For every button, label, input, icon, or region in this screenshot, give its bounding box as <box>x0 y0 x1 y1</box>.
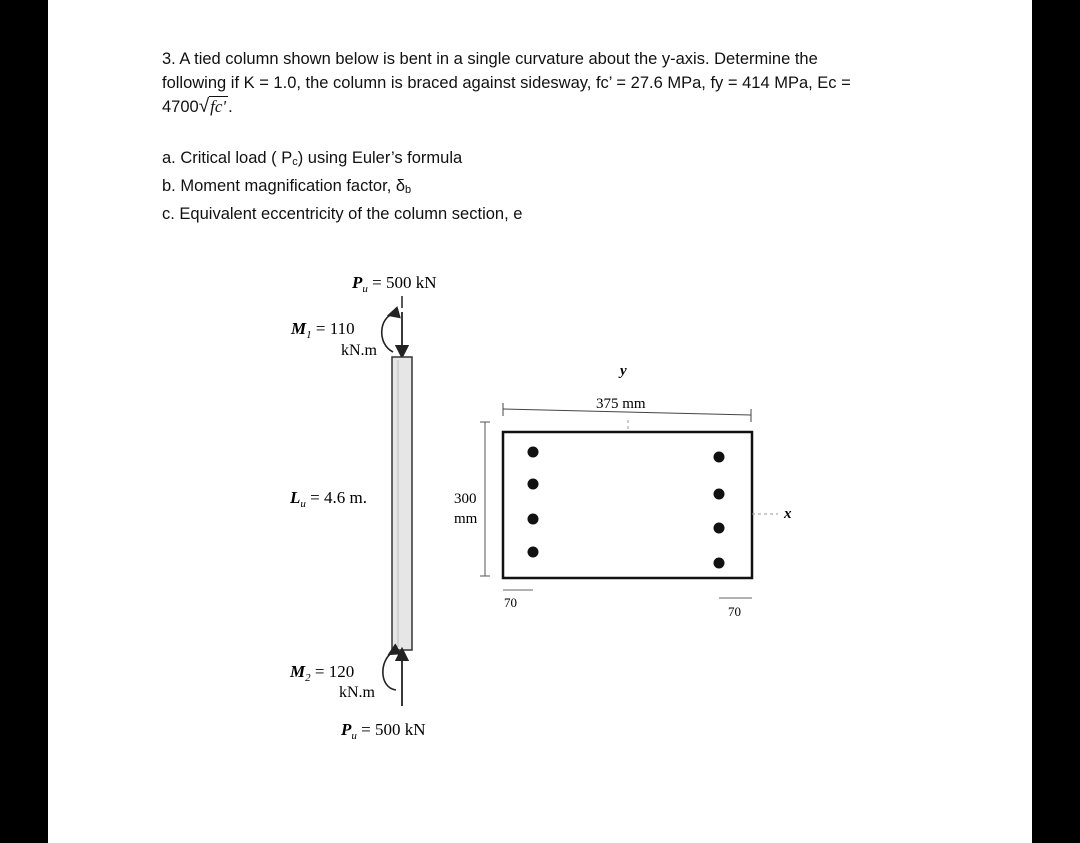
ec-radicand: fc' <box>210 97 227 116</box>
pu-bottom-label: $P_u = 500$ kN <box>341 720 426 742</box>
m1-label: $M_1 = 110$ <box>291 319 355 341</box>
rebar <box>528 447 539 458</box>
ec-end: . <box>228 98 233 116</box>
m1-unit: kN.m <box>341 342 377 359</box>
rebar <box>714 558 725 569</box>
problem-line-1: 3. A tied column shown below is bent in a single curvature about the y-axis. Determine the <box>162 50 818 68</box>
part-a: a. Critical load ( Pc) using Euler’s formula <box>162 149 463 168</box>
lu-label: $L_u = 4.6$ m. <box>290 488 367 510</box>
column-member <box>392 357 412 650</box>
cover-right-label: 70 <box>728 604 741 619</box>
rebar <box>714 523 725 534</box>
height-unit: mm <box>454 511 478 527</box>
pu-top-label: $P_u = 500$ kN <box>352 273 437 295</box>
rebar <box>528 479 539 490</box>
width-dimension-label: 375 mm <box>596 396 646 412</box>
y-axis-label: y <box>620 363 627 379</box>
height-value: 300 <box>454 491 477 507</box>
part-c: c. Equivalent eccentricity of the column section, e <box>162 205 523 223</box>
sqrt-expression: √fc' <box>198 96 227 117</box>
document-page <box>48 0 1032 843</box>
cover-left-label: 70 <box>504 595 517 610</box>
ec-coefficient: 4700 <box>162 98 199 116</box>
rebar <box>714 452 725 463</box>
rebar <box>528 514 539 525</box>
problem-line-2: following if K = 1.0, the column is braced against sidesway, fc’ = 27.6 MPa, fy = 414 MPa, Ec = <box>162 74 851 92</box>
m2-unit: kN.m <box>339 684 375 701</box>
rebar <box>714 489 725 500</box>
rebar <box>528 547 539 558</box>
x-axis-label: x <box>784 506 792 522</box>
column-figure <box>48 0 1032 843</box>
part-b: b. Moment magnification factor, δb <box>162 177 412 196</box>
m2-moment-arc <box>383 652 396 690</box>
m1-moment-arc <box>382 314 393 352</box>
m2-label: $M_2 = 120$ <box>290 662 355 684</box>
